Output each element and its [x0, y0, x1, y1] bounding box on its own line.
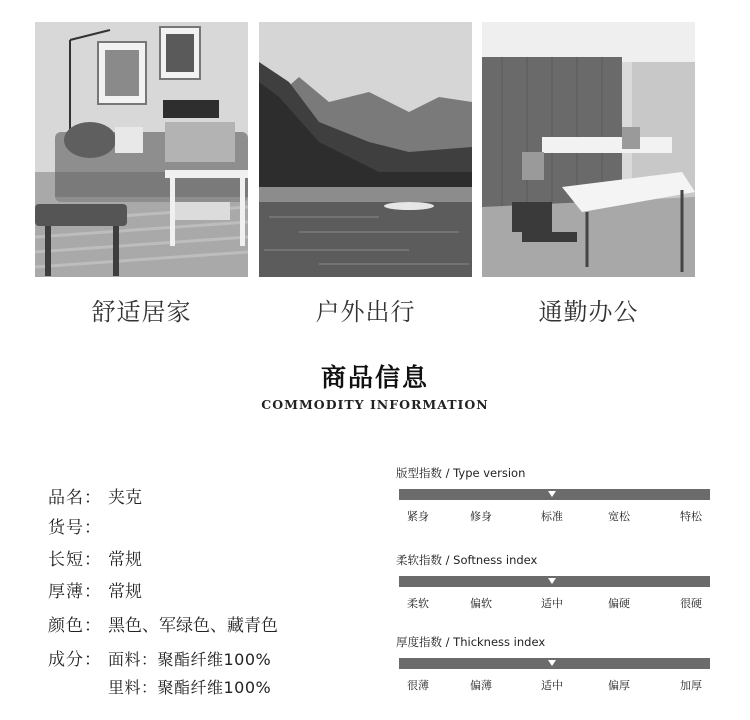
spec-color [48, 611, 278, 636]
scale-option: 加厚 [680, 679, 702, 692]
scale-option: 特松 [680, 510, 702, 523]
scale-option: 偏厚 [608, 679, 630, 692]
scene-label-outdoor: 户外出行 [315, 298, 416, 326]
composition-line-outer: 面料：聚酯纤维100% [108, 650, 272, 669]
spec-thickness [48, 577, 142, 602]
living-room-illustration [35, 22, 248, 277]
spec-sku-key: 货号： [48, 518, 102, 538]
scale-title: 厚度指数 / Thickness index [396, 635, 546, 649]
spec-name [48, 483, 142, 508]
scale-option: 柔软 [407, 597, 429, 610]
scale-title: 版型指数 / Type version [396, 466, 526, 480]
scale-marker-icon [548, 491, 556, 497]
spec-name-value: 夹克 [108, 488, 142, 508]
scale-bar [399, 576, 710, 587]
scale-marker-icon [548, 578, 556, 584]
section-title: 商品信息 [320, 363, 429, 392]
office-illustration [482, 22, 695, 277]
spec-composition-key: 成分： [48, 650, 102, 670]
office-photo [482, 22, 695, 277]
spec-thickness-value: 常规 [108, 582, 142, 602]
scale-option: 修身 [470, 510, 492, 523]
scale-title: 柔软指数 / Softness index [396, 553, 538, 567]
scale-option: 适中 [541, 597, 563, 610]
spec-sku [48, 513, 108, 538]
spec-name-key: 品名： [48, 488, 102, 508]
scale-option: 紧身 [407, 510, 429, 523]
spec-color-key: 颜色： [48, 616, 102, 636]
section-subtitle: COMMODITY INFORMATION [261, 397, 489, 412]
scene-label-office: 通勤办公 [538, 298, 639, 326]
scale-option: 标准 [541, 510, 563, 523]
scale-option: 很硬 [680, 597, 702, 610]
scale-option: 偏软 [470, 597, 492, 610]
scale-option: 很薄 [407, 679, 429, 692]
mountain-lake-photo [259, 22, 472, 277]
composition-line-lining: 里料：聚酯纤维100% [108, 678, 272, 697]
scale-option: 偏薄 [470, 679, 492, 692]
spec-thickness-key: 厚薄： [48, 582, 102, 602]
scene-label-home: 舒适居家 [91, 298, 192, 326]
scale-option: 适中 [541, 679, 563, 692]
scale-option: 偏硬 [608, 597, 630, 610]
scale-bar [399, 489, 710, 500]
spec-length [48, 545, 142, 570]
scale-option: 宽松 [608, 510, 630, 523]
spec-length-key: 长短： [48, 550, 102, 570]
scale-marker-icon [548, 660, 556, 666]
spec-color-value: 黑色、军绿色、藏青色 [108, 616, 278, 636]
living-room-photo [35, 22, 248, 277]
spec-composition [48, 645, 102, 670]
scale-bar [399, 658, 710, 669]
mountain-lake-illustration [259, 22, 472, 277]
spec-length-value: 常规 [108, 550, 142, 570]
